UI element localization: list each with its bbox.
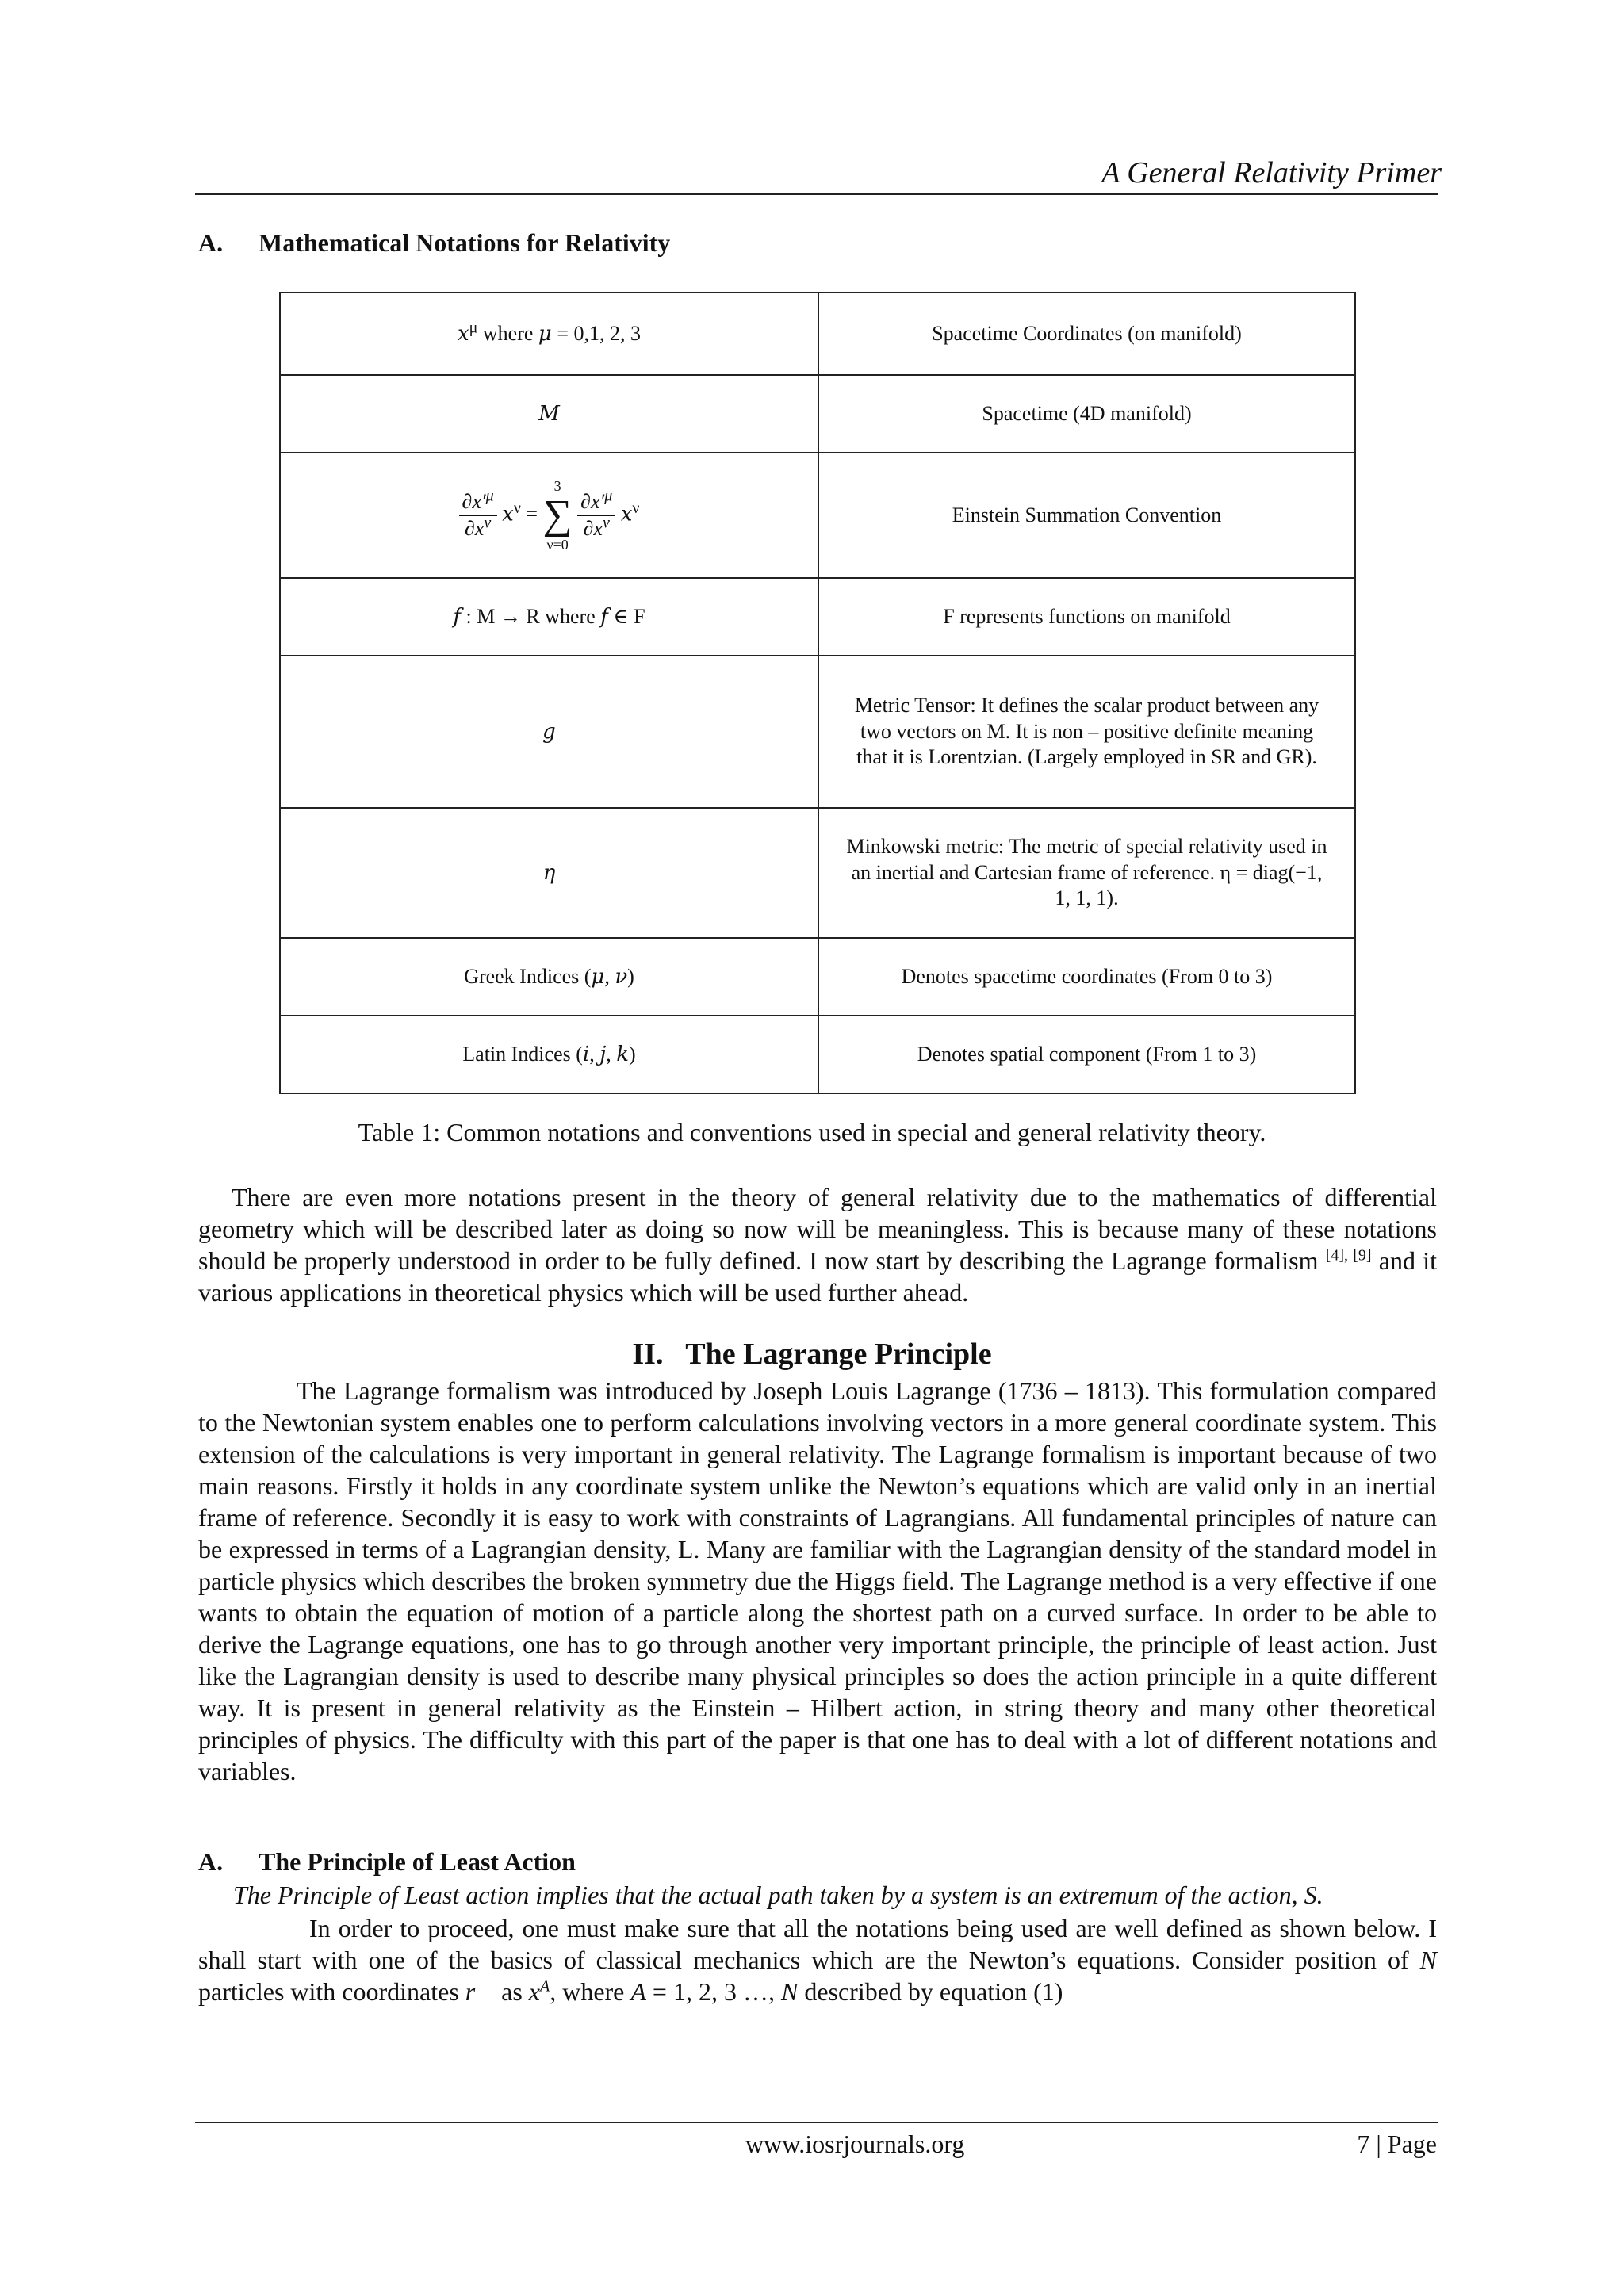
description-cell: F represents functions on manifold bbox=[818, 578, 1355, 656]
description-cell: Einstein Summation Convention bbox=[818, 453, 1355, 578]
symbol-cell: $x^\mu$ where μ = 0,1, 2, 3 bbox=[280, 293, 818, 375]
description-cell: Denotes spatial component (From 1 to 3) bbox=[818, 1016, 1355, 1093]
paragraph-text: = 1, 2, 3 …, bbox=[645, 1977, 781, 2006]
table-row bbox=[280, 375, 1355, 453]
symbol-cell: Greek Indices (μ, ν) bbox=[280, 938, 818, 1016]
table-row bbox=[280, 656, 1355, 808]
section-number: A. bbox=[198, 228, 224, 257]
paragraph-text: as bbox=[495, 1977, 529, 2006]
symbol-cell: f : M → R where f ∈ F bbox=[280, 578, 818, 656]
paragraph-text: and it various applications in theoretical physics which will be used further ahead. bbox=[198, 1246, 1438, 1307]
table-row bbox=[280, 293, 1355, 375]
symbol-cell: Latin Indices (i, j, k) bbox=[280, 1016, 818, 1093]
description-cell: Minkowski metric: The metric of special relativity used in an inertial and Cartesian frame of reference. η = diag(−1, 1, 1, 1). bbox=[818, 808, 1355, 938]
symbol-cell: M bbox=[280, 375, 818, 453]
description-cell: Metric Tensor: It defines the scalar product between any two vectors on M. It is non – positive definite meaning that it is Lorentzian. (Largely employed in SR and GR). bbox=[818, 656, 1355, 808]
footer-url[interactable]: www.iosrjournals.org bbox=[745, 2130, 965, 2158]
running-title: A General Relativity Primer bbox=[1101, 156, 1442, 189]
italic-statement: The Principle of Least action implies that the actual path taken by a system is an extremum of the action, S. bbox=[233, 1881, 1323, 1909]
section-number: A. bbox=[198, 1847, 224, 1876]
table-row bbox=[280, 808, 1355, 938]
table-row bbox=[280, 453, 1355, 578]
table-caption: Table 1: Common notations and conventions used in special and general relativity theory. bbox=[358, 1118, 1266, 1146]
paragraph-text: particles with coordinates bbox=[198, 1977, 465, 2006]
description-cell: Denotes spacetime coordinates (From 0 to 3) bbox=[818, 938, 1355, 1016]
var-r-vector: r⃗ bbox=[465, 1977, 496, 2006]
page-number: 7 | Page bbox=[1357, 2130, 1437, 2158]
table-row bbox=[280, 938, 1355, 1016]
section-title: Mathematical Notations for Relativity bbox=[259, 228, 671, 257]
symbol-cell-summation: $\frac{\partial x'^\mu}{\partial x^\nu}$ $x^\nu$ = 3 ∑ ν=0 $\frac{\partial x'^\mu}{\partial x^\nu}$ $x^\nu$ bbox=[280, 453, 818, 578]
section-heading-lagrange: II. The Lagrange Principle bbox=[632, 1337, 992, 1371]
paragraph-text: There are even more notations present in the theory of general relativity due to the mathematics of differential geometry which will be described later as doing so now will be meaningless. This is because many of these notations should be properly understood in order to be fully defined. I now start by describing the Lagrange formalism bbox=[198, 1183, 1437, 1275]
paragraph-text: described by equation (1) bbox=[798, 1977, 1063, 2006]
var-xA: $x^A$ bbox=[528, 1977, 550, 2006]
var-A: A bbox=[630, 1977, 646, 2006]
var-N: N bbox=[1419, 1946, 1437, 1974]
symbol-cell: g bbox=[280, 656, 818, 808]
footer-rule bbox=[195, 2122, 1438, 2123]
description-cell: Spacetime Coordinates (on manifold) bbox=[818, 293, 1355, 375]
paragraph-text: In order to proceed, one must make sure that all the notations being used are well defined as shown below. I shall start with one of the basics of classical mechanics which are the Newton’s equations. Consider position of bbox=[198, 1914, 1437, 1974]
var-N: N bbox=[780, 1977, 799, 2006]
table-row bbox=[280, 578, 1355, 656]
header-rule bbox=[195, 193, 1438, 195]
citation: [4], [9] bbox=[1325, 1246, 1372, 1265]
section-heading-least-action bbox=[198, 1847, 576, 1877]
paragraph-text: , where bbox=[550, 1977, 631, 2006]
notation-table bbox=[279, 292, 1356, 1094]
table-row bbox=[280, 1016, 1355, 1093]
description-cell: Spacetime (4D manifold) bbox=[818, 375, 1355, 453]
paragraph-lagrange: The Lagrange formalism was introduced by Joseph Louis Lagrange (1736 – 1813). This formulation compared to the Newtonian system enables one to perform calculations involving vectors in a more general coordinate system. This extension of the calculations is very important in general relativity. The Lagrange formalism is important because of two main reasons. Firstly it holds in any coordinate system unlike the Newton’s equations which are valid only in an inertial frame of reference. Secondly it is easy to work with constraints of Lagrangians. All fundamental principles of nature can be expressed in terms of a Lagrangian density, L. Many are familiar with the Lagrangian density of the standard model in particle physics which describes the broken symmetry due the Higgs field. The Lagrange method is a very effective if one wants to obtain the equation of motion of a particle along the shortest path on a curved surface. In order to be able to derive the Lagrange equations, one has to go through another very important principle, the principle of least action. Just like the Lagrangian density is used to describe many physical principles so does the action principle in a quite different way. It is present in general relativity as the Einstein – Hilbert action, in string theory and many other theoretical principles of physics. The difficulty with this part of the paper is that one has to deal with a lot of different notations and variables. bbox=[198, 1376, 1437, 1785]
paragraph-notations bbox=[198, 1181, 1437, 1308]
section-heading-notations bbox=[198, 228, 670, 258]
symbol-cell: η bbox=[280, 808, 818, 938]
paragraph-least-action bbox=[198, 1912, 1437, 2007]
section-title: The Principle of Least Action bbox=[259, 1847, 576, 1876]
